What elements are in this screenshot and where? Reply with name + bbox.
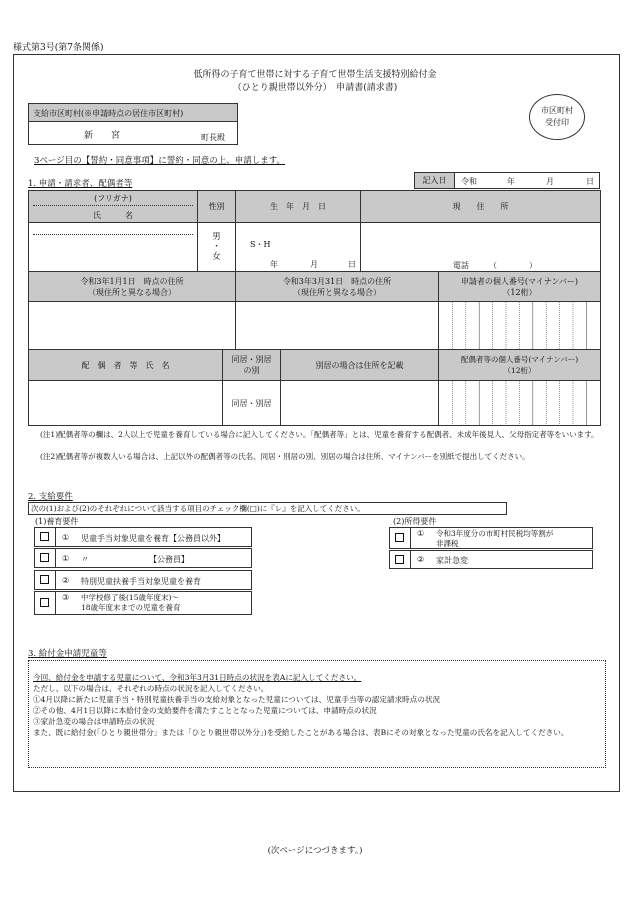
group1-checkbox-1[interactable] — [40, 532, 49, 541]
spouse-mynumber-digit-grid — [439, 381, 600, 425]
group2-num-2: ② — [417, 555, 425, 564]
footer-continued: (次ページにつづきます。) — [267, 846, 363, 856]
address-cell[interactable] — [360, 222, 601, 272]
spouse-mynumber-header: 配偶者等の個人番号(マイナンバー) （12桁） — [438, 349, 601, 381]
group1-text-4: 中学校修了後(15歳年度末)～ 18歳年度末までの児童を養育 — [81, 593, 181, 612]
spouse-mynumber-cell[interactable] — [438, 380, 601, 426]
group1-num-2: ① — [62, 554, 70, 563]
section3-line-2: ただし、以下の場合は、それぞれの時点の状況を記入してください。 — [33, 684, 269, 693]
entry-date-era: 令和 — [461, 177, 477, 186]
form-title-line1: 低所得の子育て世帯に対する子育て世帯生活支援特別給付金 — [193, 70, 437, 80]
form-number: 様式第3号(第7条関係) — [13, 43, 104, 53]
mar31-address-cell[interactable] — [235, 301, 439, 350]
phone-label: 電話 （ ） — [453, 261, 537, 270]
group2-num-1: ① — [417, 529, 425, 538]
entry-date-day: 日 — [586, 177, 594, 186]
gender-header: 性別 — [197, 190, 236, 223]
separate-address-cell[interactable] — [280, 380, 439, 426]
name-label: 氏 名 — [93, 211, 133, 220]
entry-date-year: 年 — [507, 177, 515, 186]
section3-line-6: また、既に給付金(「ひとり親世帯分」または「ひとり親世帯以外分」)を受給したことがある場合は、表Bにその対象となった児童の氏名を記入してください。 — [33, 728, 569, 737]
note-2: (注2)配偶者等が複数人いる場合は、上記以外の配偶者等の氏名、同居・別居の別、別居の場合は住所、マイナンバーを別紙で提出してください。 — [40, 452, 530, 461]
cohabit-options[interactable]: 同居・別居 — [222, 380, 281, 426]
consent-text: 3ページ目の【誓約・同意事項】に誓約・同意の上、申請します。 — [34, 156, 286, 166]
dob-era: S・H — [250, 240, 271, 249]
entry-date-box — [414, 172, 600, 189]
dob-year: 年 — [270, 260, 278, 269]
separate-address-header: 別居の場合は住所を記載 — [280, 349, 439, 381]
section3-heading: 3. 給付金申請児童等 — [28, 649, 107, 659]
furigana-label: (フリガナ) — [94, 194, 132, 203]
group1-checkbox-2[interactable] — [40, 553, 49, 562]
municipality-city: 新 宮 — [84, 131, 121, 141]
group1-num-4: ③ — [62, 593, 70, 602]
dob-month: 月 — [310, 260, 318, 269]
gender-options[interactable]: 男 ・ 女 — [197, 222, 236, 272]
entry-date-label: 記入日 — [415, 173, 455, 188]
group2-row-1 — [389, 527, 593, 549]
group1-row-4 — [34, 591, 252, 615]
reception-stamp: 市区町村 受付印 — [529, 94, 585, 140]
address-header: 現 住 所 — [360, 190, 601, 223]
group1-row-1 — [34, 527, 252, 547]
group2-text-2: 家計急変 — [436, 556, 468, 565]
group2-checkbox-2[interactable] — [395, 555, 404, 564]
group1-text-2: 〃 【公務員】 — [81, 555, 189, 564]
spouse-name-header: 配 偶 者 等 氏 名 — [28, 349, 223, 381]
section2-heading: 2. 支給要件 — [28, 492, 73, 502]
dob-day: 日 — [348, 260, 356, 269]
furigana-divider — [33, 205, 193, 206]
municipality-mayor: 町長殿 — [201, 133, 225, 142]
section3-line-3: ①4月以降に新たに児童手当・特別児童扶養手当の支給対象となった児童については、児童手当等の認定請求時点の状況 — [33, 695, 441, 704]
group1-row-2 — [34, 548, 252, 568]
cohabit-header: 同居・別居 の別 — [222, 349, 281, 381]
dob-cell[interactable] — [235, 222, 361, 272]
dob-header: 生 年 月 日 — [235, 190, 361, 223]
group1-title: (1)養育要件 — [35, 517, 79, 526]
group2-checkbox-1[interactable] — [395, 533, 404, 542]
group1-text-1: 児童手当対象児童を養育【公務員以外】 — [81, 534, 225, 543]
group2-text-1: 令和3年度分の市町村民税均等割が 非課税 — [436, 529, 554, 548]
section3-instructions — [28, 660, 606, 768]
mynumber-cell[interactable] — [438, 301, 601, 350]
form-title-line2: （ひとり親世帯以外分） 申請書(請求書) — [232, 83, 398, 93]
section1-heading: 1. 申請・請求者、配偶者等 — [28, 179, 133, 189]
applicant-furigana-line — [33, 234, 193, 235]
entry-date-month: 月 — [546, 177, 554, 186]
municipality-label: 支給市区町村(※申請時点の居住市区町村) — [29, 104, 237, 122]
mynumber-header: 申請者の個人番号(マイナンバー) （12桁） — [438, 271, 601, 302]
section3-line-1: 今回、給付金を申請する児童について、令和3年3月31日時点の状況を表Aに記入してください。 — [33, 673, 362, 682]
group2-row-2 — [389, 550, 593, 569]
group1-checkbox-4[interactable] — [40, 598, 49, 607]
jan1-address-cell[interactable] — [28, 301, 236, 350]
group1-row-3 — [34, 570, 252, 590]
note-1: (注1)配偶者等の欄は、2人以上で児童を養育している場合に記入してください。「配偶者等」とは、児童を養育する配偶者、未成年後見人、父母指定者等をいいます。 — [40, 430, 599, 439]
group1-checkbox-3[interactable] — [40, 575, 49, 584]
group1-num-1: ① — [62, 533, 70, 542]
name-header — [28, 190, 198, 223]
group2-title: (2)所得要件 — [393, 517, 437, 526]
group1-num-3: ② — [62, 576, 70, 585]
section2-instruction: 次の(1)および(2)のそれぞれについて該当する項目のチェック欄(□)に『レ』を記入してください。 — [28, 502, 507, 515]
mar31-address-header: 令和3年3月31日 時点の住所 （現住所と異なる場合） — [235, 271, 439, 302]
applicant-name-cell[interactable] — [28, 222, 198, 272]
group1-text-3: 特別児童扶養手当対象児童を養育 — [81, 577, 201, 586]
section3-line-5: ③家計急変の場合は申請時点の状況 — [33, 717, 155, 726]
mynumber-digit-grid — [439, 302, 600, 349]
jan1-address-header: 令和3年1月1日 時点の住所 （現住所と異なる場合） — [28, 271, 236, 302]
municipality-box — [28, 103, 238, 145]
spouse-name-cell[interactable] — [28, 380, 223, 426]
section3-line-4: ②その他、4月1日以降に本給付金の支給要件を満たすこととなった児童については、申請時点の状況 — [33, 706, 377, 715]
